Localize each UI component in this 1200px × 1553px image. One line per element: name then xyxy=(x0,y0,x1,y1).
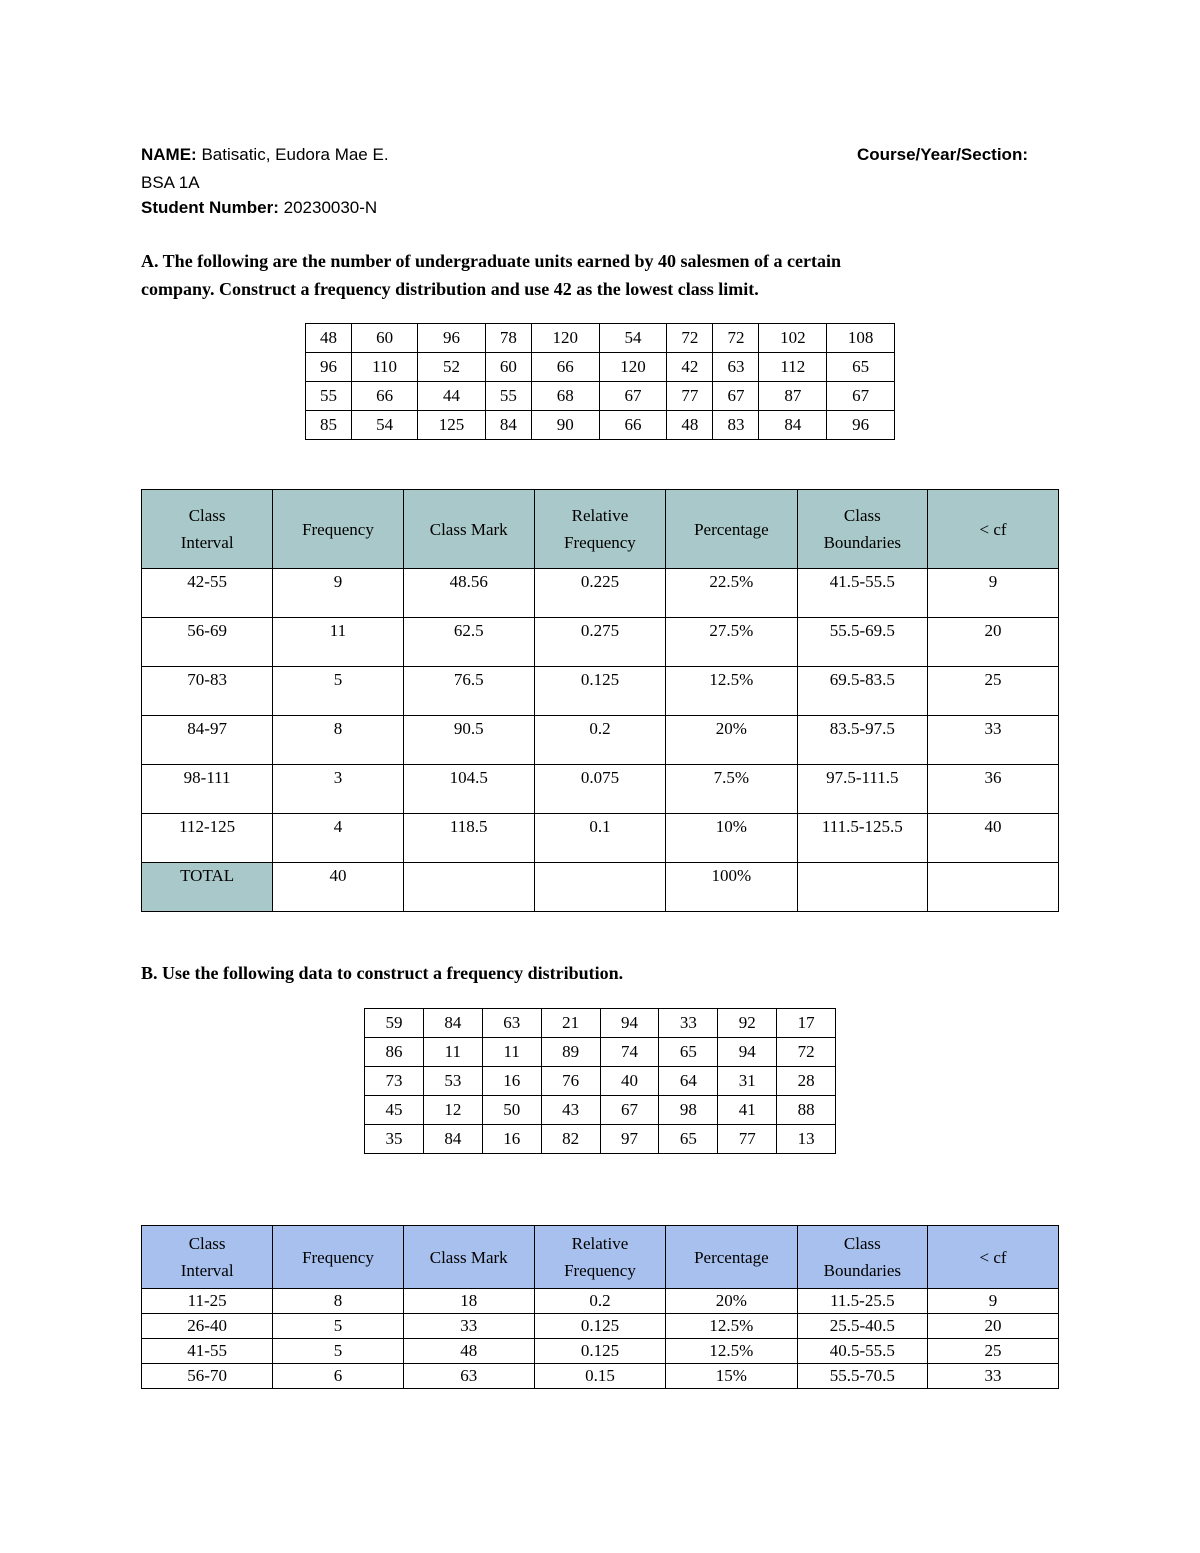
raw-data-cell: 94 xyxy=(718,1038,777,1067)
raw-data-cell: 77 xyxy=(667,382,713,411)
student-number-label: Student Number: xyxy=(141,198,279,217)
cell-cumulative-frequency: 25 xyxy=(928,667,1059,716)
cell-class-interval: 26-40 xyxy=(142,1314,273,1339)
raw-data-cell: 43 xyxy=(541,1096,600,1125)
header-text: Relative xyxy=(571,506,629,525)
cell-cumulative-frequency: 25 xyxy=(928,1339,1059,1364)
cell-class-boundaries: 55.5-70.5 xyxy=(797,1364,927,1389)
cell-class-mark: 33 xyxy=(403,1314,534,1339)
header-text: Class xyxy=(188,1234,226,1253)
raw-data-cell: 31 xyxy=(718,1067,777,1096)
raw-data-cell: 72 xyxy=(713,324,759,353)
raw-data-cell: 48 xyxy=(306,324,352,353)
raw-data-cell: 72 xyxy=(777,1038,836,1067)
cell-relative-frequency: 0.15 xyxy=(534,1364,665,1389)
header-text: Boundaries xyxy=(823,533,902,552)
raw-data-cell: 76 xyxy=(541,1067,600,1096)
cell-percentage: 12.5% xyxy=(666,1339,797,1364)
raw-data-cell: 60 xyxy=(352,324,418,353)
cell-percentage: 12.5% xyxy=(666,1314,797,1339)
raw-data-cell: 84 xyxy=(423,1125,482,1154)
course-label: Course/Year/Section: xyxy=(856,145,1028,164)
raw-data-cell: 92 xyxy=(718,1009,777,1038)
raw-data-cell: 74 xyxy=(600,1038,659,1067)
header-percentage xyxy=(666,490,797,569)
cell-class-interval: 70-83 xyxy=(142,667,273,716)
raw-data-cell: 60 xyxy=(485,353,531,382)
header-class-mark xyxy=(403,490,534,569)
question-a-line2: company. Construct a frequency distribution and use 42 as the lowest class limit. xyxy=(141,279,759,299)
header-frequency xyxy=(273,1226,403,1289)
raw-data-cell: 21 xyxy=(541,1009,600,1038)
header-text: Interval xyxy=(180,533,234,552)
header-text: Frequency xyxy=(302,519,374,539)
header-text: Percentage xyxy=(694,519,769,539)
total-percentage: 100% xyxy=(666,863,797,912)
cell-percentage: 22.5% xyxy=(666,569,797,618)
frequency-table-b xyxy=(141,1225,1059,1389)
cell-percentage: 10% xyxy=(666,814,797,863)
raw-data-cell: 16 xyxy=(482,1067,541,1096)
header-cumulative-frequency xyxy=(928,1226,1059,1289)
raw-data-cell: 65 xyxy=(659,1125,718,1154)
cell-frequency: 3 xyxy=(273,765,403,814)
cell-frequency: 8 xyxy=(273,1289,403,1314)
course-value: BSA 1A xyxy=(141,173,200,192)
raw-data-cell: 102 xyxy=(759,324,827,353)
cell-class-mark: 48.56 xyxy=(403,569,534,618)
name-value: Batisatic, Eudora Mae E. xyxy=(201,145,389,164)
header-text: Interval xyxy=(180,1261,234,1280)
cell-percentage: 12.5% xyxy=(666,667,797,716)
cell-relative-frequency: 0.1 xyxy=(534,814,665,863)
raw-data-cell: 55 xyxy=(485,382,531,411)
header-class-boundaries xyxy=(797,1226,927,1289)
total-cumulative-frequency xyxy=(928,863,1059,912)
raw-data-row xyxy=(365,1009,836,1038)
raw-data-cell: 89 xyxy=(541,1038,600,1067)
raw-data-cell: 66 xyxy=(352,382,418,411)
table-row xyxy=(142,667,1059,716)
cell-class-boundaries: 69.5-83.5 xyxy=(797,667,927,716)
raw-data-row xyxy=(306,324,895,353)
raw-data-cell: 66 xyxy=(531,353,599,382)
header-text: Class Mark xyxy=(429,1247,508,1267)
raw-data-cell: 11 xyxy=(423,1038,482,1067)
raw-data-cell: 16 xyxy=(482,1125,541,1154)
header-class-boundaries xyxy=(797,490,927,569)
header-row xyxy=(142,1226,1059,1289)
cell-class-boundaries: 55.5-69.5 xyxy=(797,618,927,667)
cell-class-boundaries: 111.5-125.5 xyxy=(797,814,927,863)
raw-data-cell: 54 xyxy=(352,411,418,440)
header-percentage xyxy=(666,1226,797,1289)
raw-data-cell: 28 xyxy=(777,1067,836,1096)
raw-data-cell: 45 xyxy=(365,1096,424,1125)
name-line xyxy=(141,145,389,165)
header-text: Frequency xyxy=(302,1247,374,1267)
raw-data-row xyxy=(365,1125,836,1154)
cell-cumulative-frequency: 40 xyxy=(928,814,1059,863)
raw-data-cell: 73 xyxy=(365,1067,424,1096)
cell-class-boundaries: 83.5-97.5 xyxy=(797,716,927,765)
raw-data-cell: 120 xyxy=(599,353,667,382)
frequency-table-a xyxy=(141,489,1059,912)
header-relative-frequency xyxy=(534,1226,665,1289)
cell-cumulative-frequency: 20 xyxy=(928,618,1059,667)
raw-data-cell: 67 xyxy=(713,382,759,411)
cell-cumulative-frequency: 9 xyxy=(928,569,1059,618)
header-text: Percentage xyxy=(694,1247,769,1267)
question-b: B. Use the following data to construct a frequency distribution. xyxy=(141,963,624,983)
total-row xyxy=(142,863,1059,912)
cell-class-interval: 11-25 xyxy=(142,1289,273,1314)
header-text: Boundaries xyxy=(823,1261,902,1280)
cell-frequency: 9 xyxy=(273,569,403,618)
header-text: < cf xyxy=(979,519,1007,539)
raw-data-cell: 65 xyxy=(659,1038,718,1067)
total-class-boundaries xyxy=(797,863,927,912)
cell-frequency: 5 xyxy=(273,667,403,716)
cell-class-boundaries: 25.5-40.5 xyxy=(797,1314,927,1339)
name-label: NAME: xyxy=(141,145,197,164)
header-class-interval xyxy=(142,490,273,569)
raw-data-cell: 97 xyxy=(600,1125,659,1154)
raw-data-cell: 83 xyxy=(713,411,759,440)
table-row xyxy=(142,1364,1059,1389)
header-row xyxy=(142,490,1059,569)
cell-class-boundaries: 41.5-55.5 xyxy=(797,569,927,618)
raw-data-cell: 84 xyxy=(423,1009,482,1038)
raw-data-row xyxy=(306,382,895,411)
cell-class-boundaries: 11.5-25.5 xyxy=(797,1289,927,1314)
raw-data-cell: 66 xyxy=(599,411,667,440)
cell-relative-frequency: 0.2 xyxy=(534,716,665,765)
table-row xyxy=(142,765,1059,814)
raw-data-cell: 41 xyxy=(718,1096,777,1125)
raw-data-cell: 17 xyxy=(777,1009,836,1038)
cell-class-mark: 118.5 xyxy=(403,814,534,863)
raw-data-cell: 108 xyxy=(827,324,895,353)
student-number-line xyxy=(141,198,377,218)
cell-percentage: 27.5% xyxy=(666,618,797,667)
question-a-line1: A. The following are the number of undergraduate units earned by 40 salesmen of a certain xyxy=(141,251,841,271)
raw-data-cell: 42 xyxy=(667,353,713,382)
cell-cumulative-frequency: 20 xyxy=(928,1314,1059,1339)
header-text: Frequency xyxy=(564,1261,636,1280)
cell-class-interval: 42-55 xyxy=(142,569,273,618)
cell-relative-frequency: 0.125 xyxy=(534,1314,665,1339)
raw-data-cell: 86 xyxy=(365,1038,424,1067)
table-row xyxy=(142,569,1059,618)
cell-percentage: 15% xyxy=(666,1364,797,1389)
cell-class-boundaries: 40.5-55.5 xyxy=(797,1339,927,1364)
raw-data-row xyxy=(365,1096,836,1125)
raw-data-cell: 12 xyxy=(423,1096,482,1125)
table-row xyxy=(142,1339,1059,1364)
cell-class-interval: 56-70 xyxy=(142,1364,273,1389)
cell-class-mark: 18 xyxy=(403,1289,534,1314)
cell-class-interval: 56-69 xyxy=(142,618,273,667)
table-row xyxy=(142,618,1059,667)
question-a xyxy=(141,247,1021,303)
raw-data-cell: 54 xyxy=(599,324,667,353)
raw-data-row xyxy=(306,353,895,382)
raw-data-cell: 67 xyxy=(827,382,895,411)
raw-data-cell: 72 xyxy=(667,324,713,353)
cell-cumulative-frequency: 9 xyxy=(928,1289,1059,1314)
raw-data-row xyxy=(306,411,895,440)
header-text: Class xyxy=(843,506,881,525)
raw-data-cell: 65 xyxy=(827,353,895,382)
raw-data-cell: 90 xyxy=(531,411,599,440)
raw-data-cell: 68 xyxy=(531,382,599,411)
raw-data-cell: 96 xyxy=(418,324,486,353)
cell-class-interval: 98-111 xyxy=(142,765,273,814)
header-frequency xyxy=(273,490,403,569)
raw-data-cell: 33 xyxy=(659,1009,718,1038)
cell-cumulative-frequency: 33 xyxy=(928,716,1059,765)
cell-class-mark: 63 xyxy=(403,1364,534,1389)
cell-relative-frequency: 0.125 xyxy=(534,1339,665,1364)
cell-class-mark: 62.5 xyxy=(403,618,534,667)
table-row xyxy=(142,814,1059,863)
raw-data-cell: 63 xyxy=(482,1009,541,1038)
cell-class-mark: 48 xyxy=(403,1339,534,1364)
raw-data-cell: 59 xyxy=(365,1009,424,1038)
raw-data-cell: 94 xyxy=(600,1009,659,1038)
raw-data-cell: 67 xyxy=(599,382,667,411)
raw-data-table-a xyxy=(305,323,895,440)
total-relative-frequency xyxy=(534,863,665,912)
raw-data-cell: 98 xyxy=(659,1096,718,1125)
cell-percentage: 20% xyxy=(666,716,797,765)
raw-data-cell: 85 xyxy=(306,411,352,440)
header-cumulative-frequency xyxy=(928,490,1059,569)
raw-data-table-b xyxy=(364,1008,836,1154)
table-row xyxy=(142,1289,1059,1314)
cell-relative-frequency: 0.275 xyxy=(534,618,665,667)
raw-data-cell: 78 xyxy=(485,324,531,353)
header-class-mark xyxy=(403,1226,534,1289)
total-frequency: 40 xyxy=(273,863,403,912)
raw-data-cell: 48 xyxy=(667,411,713,440)
cell-class-mark: 104.5 xyxy=(403,765,534,814)
table-row xyxy=(142,716,1059,765)
cell-frequency: 8 xyxy=(273,716,403,765)
cell-frequency: 5 xyxy=(273,1339,403,1364)
raw-data-cell: 44 xyxy=(418,382,486,411)
cell-relative-frequency: 0.075 xyxy=(534,765,665,814)
raw-data-cell: 40 xyxy=(600,1067,659,1096)
raw-data-cell: 88 xyxy=(777,1096,836,1125)
cell-cumulative-frequency: 33 xyxy=(928,1364,1059,1389)
total-class-mark xyxy=(403,863,534,912)
raw-data-cell: 63 xyxy=(713,353,759,382)
header-text: Class xyxy=(843,1234,881,1253)
cell-class-interval: 112-125 xyxy=(142,814,273,863)
raw-data-cell: 13 xyxy=(777,1125,836,1154)
raw-data-cell: 125 xyxy=(418,411,486,440)
cell-frequency: 4 xyxy=(273,814,403,863)
table-row xyxy=(142,1314,1059,1339)
header-text: Class Mark xyxy=(429,519,508,539)
raw-data-cell: 52 xyxy=(418,353,486,382)
header-text: Relative xyxy=(571,1234,629,1253)
raw-data-cell: 110 xyxy=(352,353,418,382)
raw-data-cell: 64 xyxy=(659,1067,718,1096)
cell-frequency: 5 xyxy=(273,1314,403,1339)
cell-class-mark: 76.5 xyxy=(403,667,534,716)
raw-data-cell: 120 xyxy=(531,324,599,353)
student-number-value: 20230030-N xyxy=(283,198,378,217)
cell-frequency: 6 xyxy=(273,1364,403,1389)
cell-percentage: 7.5% xyxy=(666,765,797,814)
header-relative-frequency xyxy=(534,490,665,569)
raw-data-cell: 55 xyxy=(306,382,352,411)
cell-frequency: 11 xyxy=(273,618,403,667)
raw-data-cell: 35 xyxy=(365,1125,424,1154)
raw-data-cell: 112 xyxy=(759,353,827,382)
header-text: Frequency xyxy=(564,533,636,552)
cell-class-interval: 41-55 xyxy=(142,1339,273,1364)
cell-percentage: 20% xyxy=(666,1289,797,1314)
raw-data-cell: 11 xyxy=(482,1038,541,1067)
raw-data-row xyxy=(365,1038,836,1067)
raw-data-cell: 87 xyxy=(759,382,827,411)
header-text: < cf xyxy=(979,1247,1007,1267)
header-text: Class xyxy=(188,506,226,525)
cell-cumulative-frequency: 36 xyxy=(928,765,1059,814)
cell-class-boundaries: 97.5-111.5 xyxy=(797,765,927,814)
raw-data-cell: 84 xyxy=(485,411,531,440)
raw-data-cell: 82 xyxy=(541,1125,600,1154)
raw-data-cell: 50 xyxy=(482,1096,541,1125)
header-class-interval xyxy=(142,1226,273,1289)
raw-data-cell: 84 xyxy=(759,411,827,440)
raw-data-row xyxy=(365,1067,836,1096)
cell-relative-frequency: 0.125 xyxy=(534,667,665,716)
raw-data-cell: 53 xyxy=(423,1067,482,1096)
raw-data-cell: 77 xyxy=(718,1125,777,1154)
cell-class-mark: 90.5 xyxy=(403,716,534,765)
cell-relative-frequency: 0.225 xyxy=(534,569,665,618)
raw-data-cell: 96 xyxy=(306,353,352,382)
raw-data-cell: 96 xyxy=(827,411,895,440)
raw-data-cell: 67 xyxy=(600,1096,659,1125)
cell-class-interval: 84-97 xyxy=(142,716,273,765)
total-class-interval: TOTAL xyxy=(142,863,273,912)
cell-relative-frequency: 0.2 xyxy=(534,1289,665,1314)
